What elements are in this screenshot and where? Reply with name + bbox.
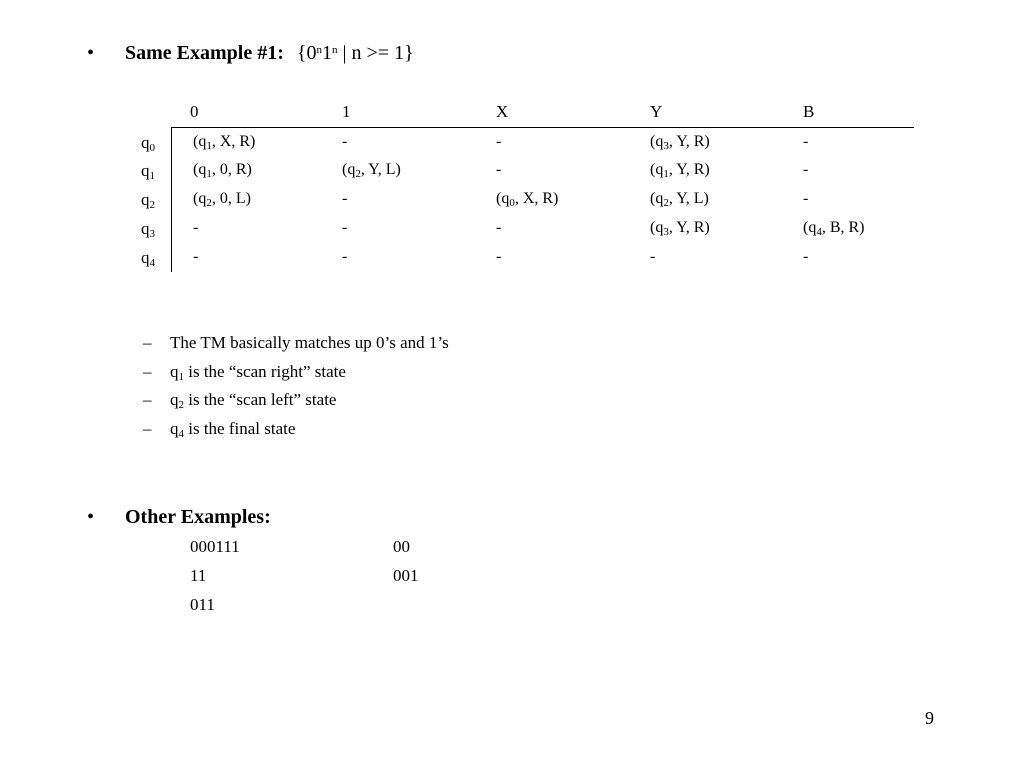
cell-text: , Y, L) bbox=[360, 161, 401, 178]
note-text: The TM basically matches up 0’s and 1’s bbox=[170, 333, 449, 352]
transition-cell bbox=[650, 133, 710, 152]
example-string: 001 bbox=[393, 566, 419, 585]
note-text: is the “scan left” state bbox=[184, 390, 337, 409]
bullet-other-examples: • bbox=[87, 506, 95, 528]
transition-cell bbox=[193, 161, 252, 180]
cell-text: (q bbox=[496, 190, 510, 207]
transition-cell bbox=[342, 248, 347, 267]
cell-text: - bbox=[496, 133, 502, 150]
note-subscript: 2 bbox=[178, 399, 184, 411]
cell-text: - bbox=[193, 219, 199, 236]
state-letter: q bbox=[141, 161, 150, 180]
state-label bbox=[141, 190, 155, 211]
section2-title: Other Examples: bbox=[125, 506, 271, 528]
note-text: is the “scan right” state bbox=[184, 362, 346, 381]
note-item bbox=[170, 362, 346, 383]
cell-text: - bbox=[342, 190, 348, 207]
note-dash: – bbox=[143, 390, 152, 409]
note-dash: – bbox=[143, 419, 152, 438]
state-subscript: 1 bbox=[149, 170, 155, 182]
cell-text: (q bbox=[193, 161, 207, 178]
cell-text: - bbox=[342, 248, 348, 265]
cell-subscript: 1 bbox=[206, 140, 212, 152]
state-subscript: 2 bbox=[149, 199, 155, 211]
transition-cell bbox=[193, 133, 255, 152]
cell-text: , 0, L) bbox=[211, 190, 251, 207]
note-subscript: 4 bbox=[178, 428, 184, 440]
cell-subscript: 1 bbox=[206, 168, 212, 180]
note-text: q bbox=[170, 390, 179, 409]
section1-title: Same Example #1: bbox=[125, 42, 284, 64]
cell-text: , X, R) bbox=[211, 133, 256, 150]
transition-cell bbox=[193, 190, 251, 209]
cell-text: - bbox=[650, 248, 656, 265]
language-mid: 1 bbox=[322, 42, 332, 64]
column-header-b: B bbox=[803, 102, 815, 121]
note-dash: – bbox=[143, 362, 152, 381]
cell-text: - bbox=[342, 133, 348, 150]
cell-text: , Y, R) bbox=[668, 161, 710, 178]
cell-text: , Y, L) bbox=[668, 190, 709, 207]
cell-text: , Y, R) bbox=[668, 219, 710, 236]
language-sup-1: n bbox=[316, 44, 322, 56]
transition-cell bbox=[193, 219, 198, 238]
cell-text: (q bbox=[342, 161, 356, 178]
column-header-y: Y bbox=[650, 102, 663, 121]
page-number: 9 bbox=[925, 708, 934, 728]
cell-text: (q bbox=[803, 219, 817, 236]
transition-cell bbox=[496, 219, 501, 238]
cell-subscript: 2 bbox=[206, 197, 212, 209]
section1-heading bbox=[125, 42, 414, 65]
column-header-x: X bbox=[496, 102, 509, 121]
transition-cell bbox=[650, 219, 710, 238]
transition-cell bbox=[496, 248, 501, 267]
cell-text: - bbox=[342, 219, 348, 236]
transition-cell bbox=[342, 190, 347, 209]
cell-text: - bbox=[803, 161, 809, 178]
state-subscript: 0 bbox=[149, 142, 155, 154]
transition-cell bbox=[496, 190, 558, 209]
cell-text: , B, R) bbox=[821, 219, 865, 236]
language-definition bbox=[297, 42, 414, 64]
column-header-1: 1 bbox=[342, 102, 351, 121]
transition-cell bbox=[193, 248, 198, 267]
note-item bbox=[170, 333, 449, 354]
language-close: | n >= 1} bbox=[337, 42, 414, 64]
state-label bbox=[141, 133, 155, 154]
cell-subscript: 0 bbox=[509, 197, 515, 209]
cell-subscript: 3 bbox=[663, 226, 669, 238]
state-subscript: 3 bbox=[149, 228, 155, 240]
table-state-rule bbox=[171, 127, 172, 272]
state-letter: q bbox=[141, 248, 150, 267]
note-item bbox=[170, 419, 295, 440]
cell-text: (q bbox=[193, 190, 207, 207]
cell-text: , X, R) bbox=[514, 190, 559, 207]
cell-text: - bbox=[496, 248, 502, 265]
cell-text: (q bbox=[650, 190, 664, 207]
transition-cell bbox=[342, 219, 347, 238]
bullet-same-example: • bbox=[87, 42, 95, 64]
column-header-0: 0 bbox=[190, 102, 199, 121]
table-header-rule bbox=[171, 127, 914, 128]
cell-subscript: 3 bbox=[663, 140, 669, 152]
cell-text: (q bbox=[650, 133, 664, 150]
state-label bbox=[141, 248, 155, 269]
cell-text: (q bbox=[650, 161, 664, 178]
transition-cell bbox=[342, 133, 347, 152]
cell-text: - bbox=[496, 219, 502, 236]
cell-text: - bbox=[803, 133, 809, 150]
transition-cell bbox=[650, 161, 710, 180]
transition-cell bbox=[803, 161, 808, 180]
transition-cell bbox=[803, 219, 865, 238]
cell-subscript: 2 bbox=[355, 168, 361, 180]
note-text: is the final state bbox=[184, 419, 296, 438]
cell-text: , Y, R) bbox=[668, 133, 710, 150]
transition-cell bbox=[650, 248, 655, 267]
note-text: q bbox=[170, 362, 179, 381]
language-sup-2: n bbox=[332, 44, 338, 56]
cell-text: , 0, R) bbox=[211, 161, 252, 178]
transition-cell bbox=[496, 133, 501, 152]
state-letter: q bbox=[141, 133, 150, 152]
example-string: 00 bbox=[393, 537, 410, 556]
state-label bbox=[141, 219, 155, 240]
cell-subscript: 2 bbox=[663, 197, 669, 209]
example-string: 000111 bbox=[190, 537, 240, 556]
transition-cell bbox=[803, 133, 808, 152]
transition-cell bbox=[803, 190, 808, 209]
cell-text: (q bbox=[650, 219, 664, 236]
transition-cell bbox=[342, 161, 401, 180]
section2-heading bbox=[125, 506, 271, 529]
state-subscript: 4 bbox=[149, 257, 155, 269]
state-label bbox=[141, 161, 155, 182]
language-open: {0 bbox=[296, 42, 317, 64]
note-item bbox=[170, 390, 336, 411]
state-letter: q bbox=[141, 219, 150, 238]
example-string: 011 bbox=[190, 595, 215, 614]
cell-subscript: 4 bbox=[816, 226, 822, 238]
state-letter: q bbox=[141, 190, 150, 209]
cell-text: - bbox=[496, 161, 502, 178]
transition-cell bbox=[650, 190, 709, 209]
cell-text: - bbox=[193, 248, 199, 265]
cell-text: - bbox=[803, 248, 809, 265]
note-text: q bbox=[170, 419, 179, 438]
cell-subscript: 1 bbox=[663, 168, 669, 180]
example-string: 11 bbox=[190, 566, 207, 585]
cell-text: (q bbox=[193, 133, 207, 150]
note-dash: – bbox=[143, 333, 152, 352]
transition-cell bbox=[803, 248, 808, 267]
transition-cell bbox=[496, 161, 501, 180]
cell-text: - bbox=[803, 190, 809, 207]
note-subscript: 1 bbox=[178, 371, 184, 383]
